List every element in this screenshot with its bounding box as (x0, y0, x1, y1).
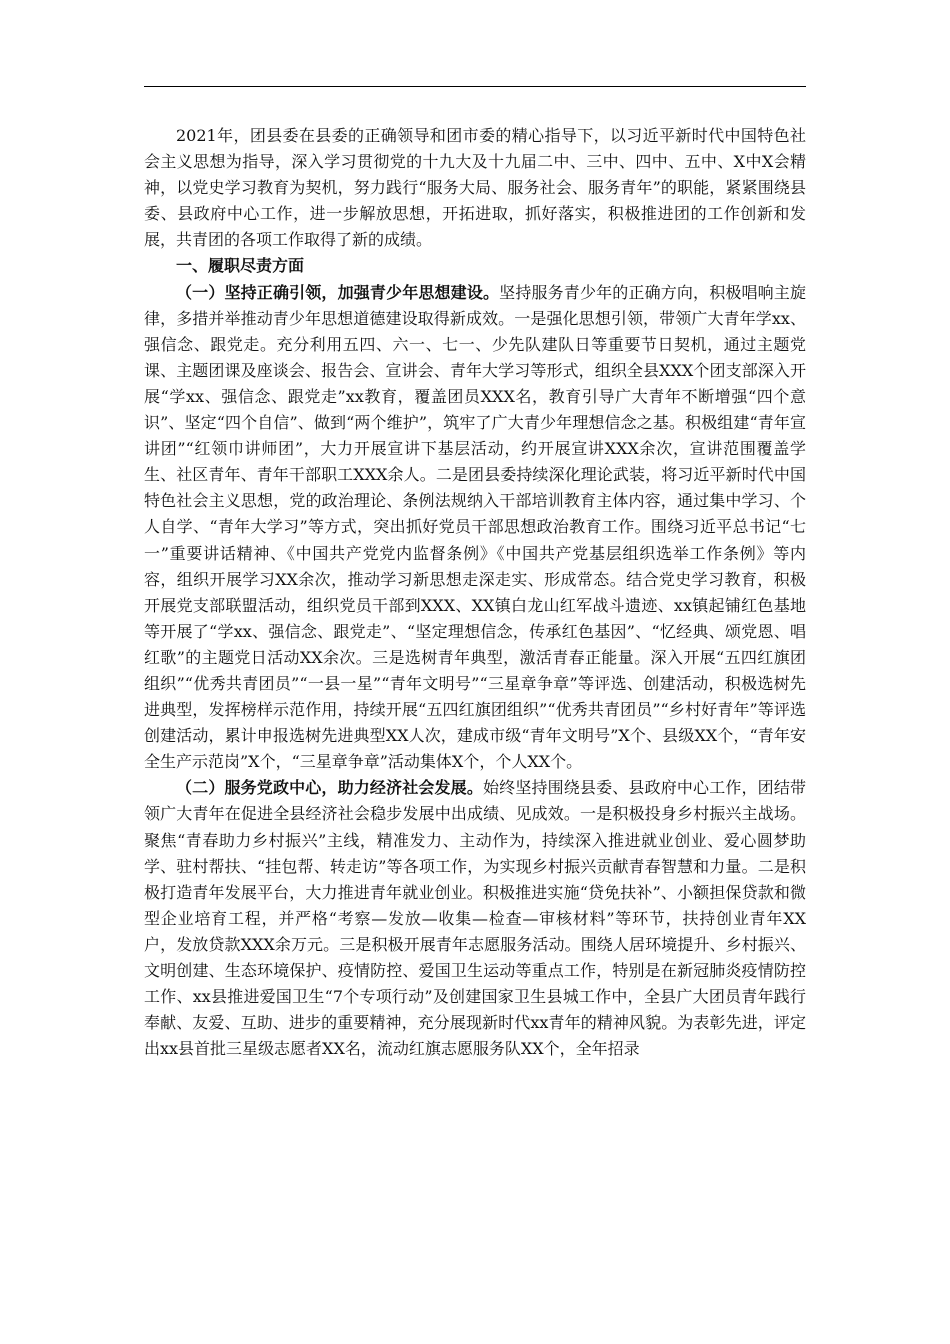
section-heading: 一、履职尽责方面 (176, 256, 305, 276)
subsection-1-title: （一）坚持正确引领，加强青少年思想建设。 (176, 282, 500, 302)
subsection-1-body: 坚持服务青少年的正确方向，积极唱响主旋律，多措并举推动青少年思想道德建设取得新成效。一是强化思想引领，带领广大青年学xx、强信念、跟党走。充分利用五四、六一、七一、少先队建队日等重要节日契机，通过主题党课、主题团课及座谈会、报告会、宣讲会、青年大学习等形式，组织全县XXX个团支部深入开展“学xx、强信念、跟党走”xx教育，覆盖团员XXX名，教育引导广大青年不断增强“四个意识”、坚定“四个自信”、做到“两个维护”，筑牢了广大青少年理想信念之基。积极组建“青年宣讲团”“红领巾讲师团”，大力开展宣讲下基层活动，约开展宣讲XXX余次，宣讲范围覆盖学生、社区青年、青年干部职工XXX余人。二是团县委持续深化理论武装，将习近平新时代中国特色社会主义思想，党的政治理论、条例法规纳入干部培训教育主体内容，通过集中学习、个人自学、“青年大学习”等方式，突出抓好党员干部思想政治教育工作。围绕习近平总书记“七一”重要讲话精神、《中国共产党党内监督条例》《中国共产党基层组织选举工作条例》等内容，组织开展学习XX余次，推动学习新思想走深走实、形成常态。结合党史学习教育，积极开展党支部联盟活动，组织党员干部到XXX、XX镇白龙山红军战斗遗迹、xx镇起铺红色基地等开展了“学xx、强信念、跟党走”、“坚定理想信念，传承红色基因”、“忆经典、颂党恩、唱红歌”的主题党日活动XX余次。三是选树青年典型，激活青春正能量。深入开展“五四红旗团组织”“优秀共青团员”“一县一星”“青年文明号”“三星章争章”等评选、创建活动，积极选树先进典型，发挥榜样示范作用，持续开展“五四红旗团组织”“优秀共青团员”“乡村好青年”等评选创建活动，累计申报选树先进典型XX人次，建成市级“青年文明号”X个、县级XX个，“青年安全生产示范岗”X个，“三星章争章”活动集体X个，个人XX个。 (144, 282, 806, 772)
header-rule (144, 86, 806, 87)
subsection-2-paragraph (144, 775, 806, 1062)
subsection-2-body: 始终坚持围绕县委、县政府中心工作，团结带领广大青年在促进全县经济社会稳步发展中出成绩、见成效。一是积极投身乡村振兴主战场。聚焦“青春助力乡村振兴”主线，精准发力、主动作为，持续深入推进就业创业、爱心圆梦助学、驻村帮扶、“挂包帮、转走访”等各项工作，为实现乡村振兴贡献青春智慧和力量。二是积极打造青年发展平台，大力推进青年就业创业。积极推进实施“贷免扶补”、小额担保贷款和微型企业培育工程，并严格“考察—发放—收集—检查—审核材料”等环节，扶持创业青年XX户，发放贷款XXX余万元。三是积极开展青年志愿服务活动。围绕人居环境提升、乡村振兴、文明创建、生态环境保护、疫情防控、爱国卫生运动等重点工作，特别是在新冠肺炎疫情防控工作、xx县推进爱国卫生“7个专项行动”及创建国家卫生县城工作中，全县广大团员青年践行奉献、友爱、互助、进步的重要精神，充分展现新时代xx青年的精神风貌。为表彰先进，评定出xx县首批三星级志愿者XX名，流动红旗志愿服务队XX个，全年招录 (144, 778, 806, 1059)
document-body (144, 123, 806, 1062)
intro-paragraph: 2021年，团县委在县委的正确领导和团市委的精心指导下，以习近平新时代中国特色社会主义思想为指导，深入学习贯彻党的十九大及十九届二中、三中、四中、五中、X中X会精神，以党史学习教育为契机，努力践行“服务大局、服务社会、服务青年”的职能，紧紧围绕县委、县政府中心工作，进一步解放思想，开拓进取，抓好落实，积极推进团的工作创新和发展，共青团的各项工作取得了新的成绩。 (144, 126, 806, 250)
subsection-1-paragraph (144, 280, 806, 776)
subsection-2-title: （二）服务党政中心，助力经济社会发展。 (176, 778, 483, 798)
